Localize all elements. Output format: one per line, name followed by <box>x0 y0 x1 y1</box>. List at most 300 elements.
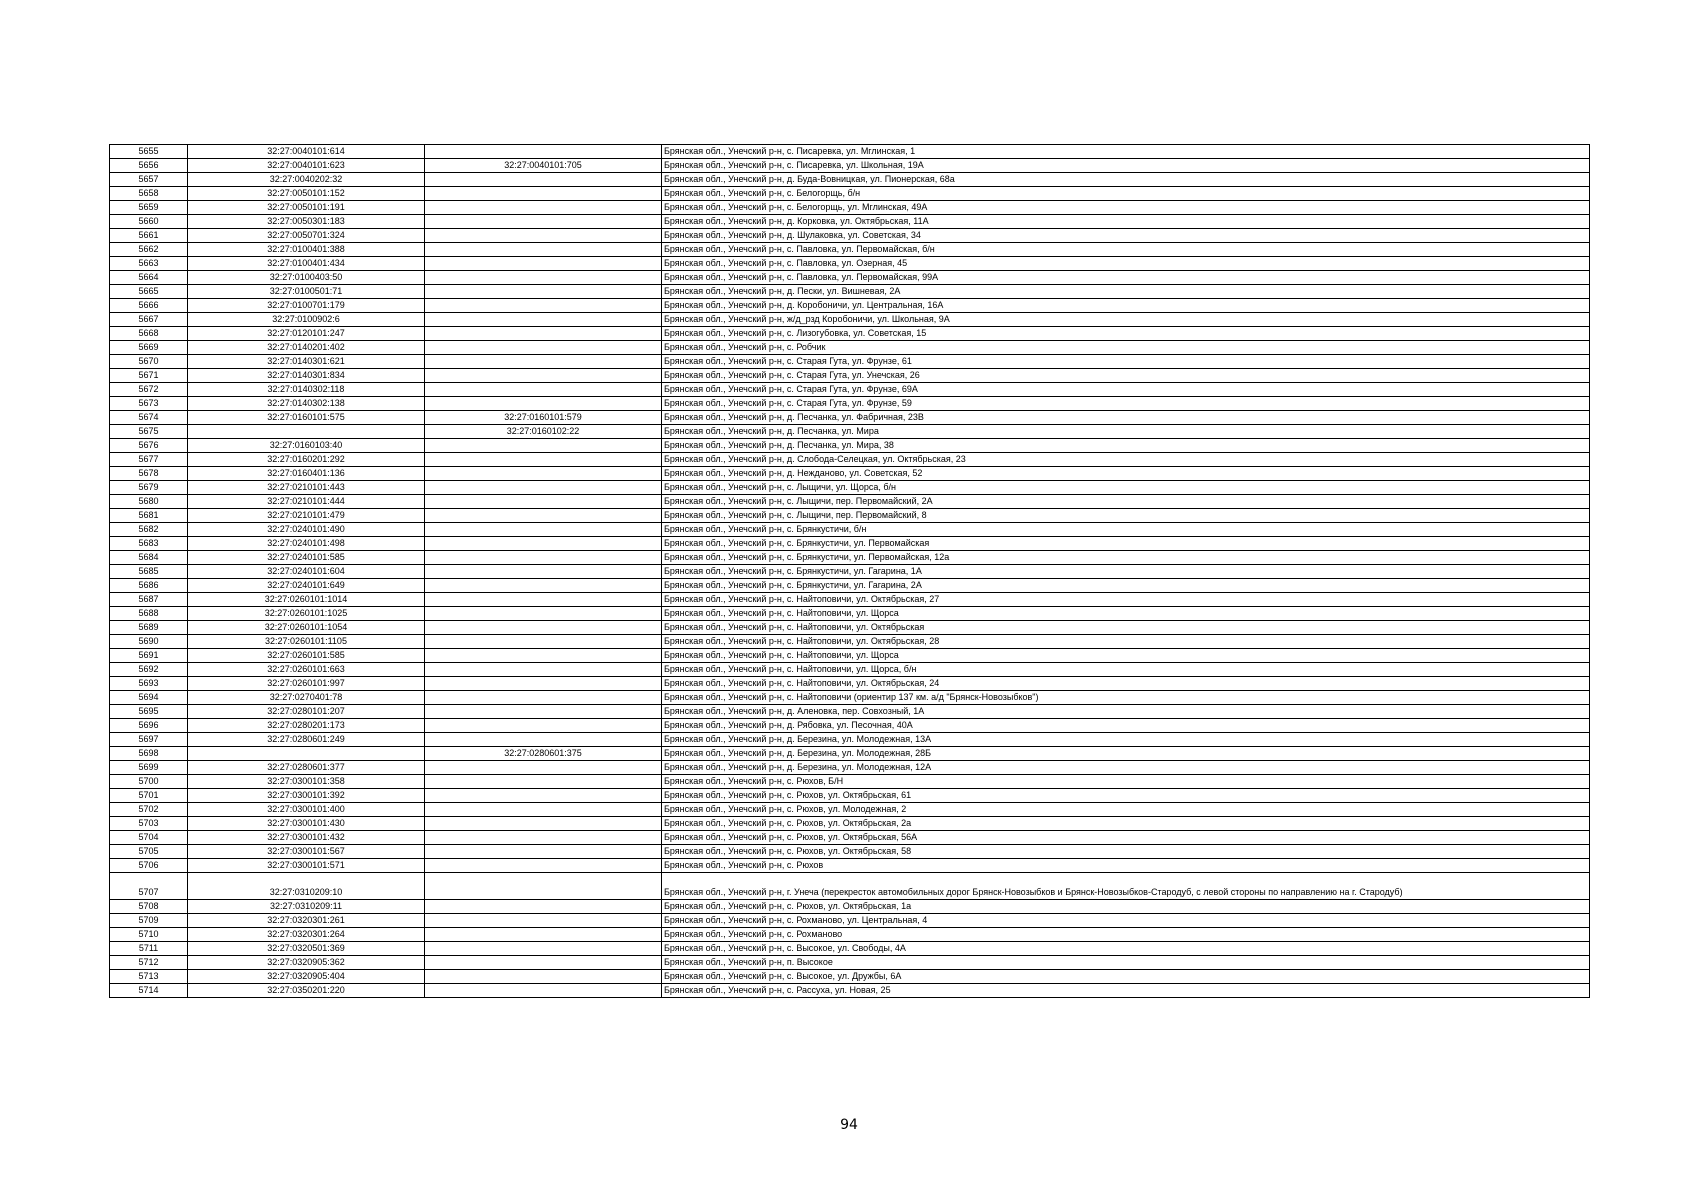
row-number-cell: 5684 <box>110 551 188 565</box>
related-cadastral-number-cell: 32:27:0040101:705 <box>425 159 662 173</box>
address-cell: Брянская обл., Унечский р-н, с. Лыщичи, ул. Щорса, б/н <box>662 481 1590 495</box>
row-number-cell: 5679 <box>110 481 188 495</box>
cadastral-number-cell <box>188 747 425 761</box>
address-cell: Брянская обл., Унечский р-н, с. Рюхов, ул. Октябрьская, 61 <box>662 789 1590 803</box>
related-cadastral-number-cell <box>425 621 662 635</box>
cadastral-number-cell: 32:27:0100902:6 <box>188 313 425 327</box>
table-row <box>110 873 1590 900</box>
related-cadastral-number-cell: 32:27:0160101:579 <box>425 411 662 425</box>
cadastral-number-cell: 32:27:0280601:249 <box>188 733 425 747</box>
address-cell: Брянская обл., Унечский р-н, д. Шулаковка, ул. Советская, 34 <box>662 229 1590 243</box>
related-cadastral-number-cell <box>425 145 662 159</box>
cadastral-number-cell: 32:27:0120101:247 <box>188 327 425 341</box>
table-row <box>110 467 1590 481</box>
cadastral-number-cell: 32:27:0320301:264 <box>188 928 425 942</box>
related-cadastral-number-cell <box>425 831 662 845</box>
address-cell: Брянская обл., Унечский р-н, д. Буда-Вовницкая, ул. Пионерская, 68а <box>662 173 1590 187</box>
cadastral-number-cell: 32:27:0260101:1014 <box>188 593 425 607</box>
table-row <box>110 425 1590 439</box>
related-cadastral-number-cell <box>425 593 662 607</box>
row-number-cell: 5713 <box>110 970 188 984</box>
address-cell: Брянская обл., Унечский р-н, ж/д_рзд Коробоничи, ул. Школьная, 9А <box>662 313 1590 327</box>
table-row <box>110 299 1590 313</box>
table-row <box>110 663 1590 677</box>
table-row <box>110 215 1590 229</box>
related-cadastral-number-cell <box>425 859 662 873</box>
related-cadastral-number-cell: 32:27:0280601:375 <box>425 747 662 761</box>
row-number-cell: 5689 <box>110 621 188 635</box>
table-row <box>110 984 1590 998</box>
address-cell: Брянская обл., Унечский р-н, с. Рохманово, ул. Центральная, 4 <box>662 914 1590 928</box>
row-number-cell: 5682 <box>110 523 188 537</box>
row-number-cell: 5695 <box>110 705 188 719</box>
row-number-cell: 5661 <box>110 229 188 243</box>
cadastral-number-cell: 32:27:0310209:10 <box>188 873 425 900</box>
row-number-cell: 5714 <box>110 984 188 998</box>
cadastral-number-cell: 32:27:0040202:32 <box>188 173 425 187</box>
table-row <box>110 383 1590 397</box>
related-cadastral-number-cell <box>425 663 662 677</box>
address-cell: Брянская обл., Унечский р-н, д. Пески, ул. Вишневая, 2А <box>662 285 1590 299</box>
row-number-cell: 5699 <box>110 761 188 775</box>
related-cadastral-number-cell <box>425 984 662 998</box>
address-cell: Брянская обл., Унечский р-н, с. Старая Гута, ул. Фрунзе, 61 <box>662 355 1590 369</box>
table-row <box>110 705 1590 719</box>
address-cell: Брянская обл., Унечский р-н, д. Песчанка, ул. Фабричная, 23В <box>662 411 1590 425</box>
table-row <box>110 900 1590 914</box>
row-number-cell: 5698 <box>110 747 188 761</box>
related-cadastral-number-cell <box>425 341 662 355</box>
related-cadastral-number-cell <box>425 551 662 565</box>
address-cell: Брянская обл., Унечский р-н, с. Рюхов, ул. Молодежная, 2 <box>662 803 1590 817</box>
address-cell: Брянская обл., Унечский р-н, с. Найтоповичи, ул. Октябрьская, 27 <box>662 593 1590 607</box>
row-number-cell: 5709 <box>110 914 188 928</box>
cadastral-number-cell: 32:27:0240101:498 <box>188 537 425 551</box>
row-number-cell: 5672 <box>110 383 188 397</box>
related-cadastral-number-cell <box>425 481 662 495</box>
address-cell: Брянская обл., Унечский р-н, с. Писаревка, ул. Школьная, 19А <box>662 159 1590 173</box>
related-cadastral-number-cell <box>425 970 662 984</box>
related-cadastral-number-cell: 32:27:0160102:22 <box>425 425 662 439</box>
related-cadastral-number-cell <box>425 691 662 705</box>
row-number-cell: 5708 <box>110 900 188 914</box>
related-cadastral-number-cell <box>425 789 662 803</box>
table-row <box>110 691 1590 705</box>
address-cell: Брянская обл., Унечский р-н, с. Лыщичи, пер. Первомайский, 8 <box>662 509 1590 523</box>
table-row <box>110 859 1590 873</box>
related-cadastral-number-cell <box>425 187 662 201</box>
address-cell: Брянская обл., Унечский р-н, с. Брянкустичи, ул. Гагарина, 1А <box>662 565 1590 579</box>
row-number-cell: 5690 <box>110 635 188 649</box>
address-cell: Брянская обл., Унечский р-н, с. Найтоповичи (ориентир 137 км. а/д "Брянск-Новозыбков") <box>662 691 1590 705</box>
table-row <box>110 313 1590 327</box>
row-number-cell: 5685 <box>110 565 188 579</box>
row-number-cell: 5678 <box>110 467 188 481</box>
address-cell: Брянская обл., Унечский р-н, с. Старая Гута, ул. Унечская, 26 <box>662 369 1590 383</box>
row-number-cell: 5675 <box>110 425 188 439</box>
address-cell: Брянская обл., Унечский р-н, с. Брянкустичи, ул. Первомайская <box>662 537 1590 551</box>
row-number-cell: 5701 <box>110 789 188 803</box>
row-number-cell: 5692 <box>110 663 188 677</box>
related-cadastral-number-cell <box>425 495 662 509</box>
row-number-cell: 5696 <box>110 719 188 733</box>
cadastral-number-cell: 32:27:0140302:138 <box>188 397 425 411</box>
row-number-cell: 5688 <box>110 607 188 621</box>
cadastral-number-cell: 32:27:0300101:430 <box>188 817 425 831</box>
table-row <box>110 439 1590 453</box>
table-row <box>110 285 1590 299</box>
address-cell: Брянская обл., Унечский р-н, с. Лыщичи, пер. Первомайский, 2А <box>662 495 1590 509</box>
cadastral-number-cell <box>188 425 425 439</box>
cadastral-number-cell: 32:27:0260101:1054 <box>188 621 425 635</box>
address-cell: Брянская обл., Унечский р-н, с. Рассуха, ул. Новая, 25 <box>662 984 1590 998</box>
row-number-cell: 5659 <box>110 201 188 215</box>
address-cell: Брянская обл., Унечский р-н, с. Рохманово <box>662 928 1590 942</box>
row-number-cell: 5674 <box>110 411 188 425</box>
related-cadastral-number-cell <box>425 537 662 551</box>
row-number-cell: 5697 <box>110 733 188 747</box>
related-cadastral-number-cell <box>425 243 662 257</box>
table-row <box>110 970 1590 984</box>
cadastral-number-cell: 32:27:0260101:1105 <box>188 635 425 649</box>
address-cell: Брянская обл., Унечский р-н, с. Брянкустичи, б/н <box>662 523 1590 537</box>
cadastral-number-cell: 32:27:0260101:997 <box>188 677 425 691</box>
row-number-cell: 5655 <box>110 145 188 159</box>
address-cell: Брянская обл., Унечский р-н, с. Найтоповичи, ул. Щорса, б/н <box>662 663 1590 677</box>
cadastral-number-cell: 32:27:0100401:434 <box>188 257 425 271</box>
cadastral-number-cell: 32:27:0050101:191 <box>188 201 425 215</box>
table-row <box>110 747 1590 761</box>
related-cadastral-number-cell <box>425 775 662 789</box>
address-cell: Брянская обл., Унечский р-н, с. Лизогубовка, ул. Советская, 15 <box>662 327 1590 341</box>
table-row <box>110 173 1590 187</box>
row-number-cell: 5658 <box>110 187 188 201</box>
related-cadastral-number-cell <box>425 439 662 453</box>
table-row <box>110 579 1590 593</box>
table-row <box>110 845 1590 859</box>
table-row <box>110 635 1590 649</box>
table-row <box>110 733 1590 747</box>
related-cadastral-number-cell <box>425 453 662 467</box>
row-number-cell: 5657 <box>110 173 188 187</box>
address-cell: Брянская обл., Унечский р-н, с. Найтоповичи, ул. Октябрьская, 28 <box>662 635 1590 649</box>
table-row <box>110 928 1590 942</box>
related-cadastral-number-cell <box>425 565 662 579</box>
table-row <box>110 775 1590 789</box>
row-number-cell: 5687 <box>110 593 188 607</box>
cadastral-number-cell: 32:27:0260101:585 <box>188 649 425 663</box>
cadastral-number-cell: 32:27:0050301:183 <box>188 215 425 229</box>
cadastral-number-cell: 32:27:0240101:649 <box>188 579 425 593</box>
cadastral-number-cell: 32:27:0240101:490 <box>188 523 425 537</box>
address-cell: Брянская обл., Унечский р-н, д. Нежданово, ул. Советская, 52 <box>662 467 1590 481</box>
related-cadastral-number-cell <box>425 201 662 215</box>
table-row <box>110 411 1590 425</box>
row-number-cell: 5660 <box>110 215 188 229</box>
cadastral-number-cell: 32:27:0210101:444 <box>188 495 425 509</box>
address-cell: Брянская обл., Унечский р-н, с. Рюхов, ул. Октябрьская, 1а <box>662 900 1590 914</box>
table-row <box>110 761 1590 775</box>
table-row <box>110 355 1590 369</box>
related-cadastral-number-cell <box>425 467 662 481</box>
address-cell: Брянская обл., Унечский р-н, с. Рюхов, ул. Октябрьская, 58 <box>662 845 1590 859</box>
address-cell: Брянская обл., Унечский р-н, д. Коробоничи, ул. Центральная, 16А <box>662 299 1590 313</box>
table-row <box>110 607 1590 621</box>
page-number: 94 <box>840 1117 858 1133</box>
cadastral-number-cell: 32:27:0300101:358 <box>188 775 425 789</box>
cadastral-number-cell: 32:27:0050701:324 <box>188 229 425 243</box>
row-number-cell: 5671 <box>110 369 188 383</box>
related-cadastral-number-cell <box>425 719 662 733</box>
table-row <box>110 621 1590 635</box>
related-cadastral-number-cell <box>425 733 662 747</box>
table-row <box>110 159 1590 173</box>
related-cadastral-number-cell <box>425 677 662 691</box>
address-cell: Брянская обл., Унечский р-н, д. Аленовка, пер. Совхозный, 1А <box>662 705 1590 719</box>
table-row <box>110 481 1590 495</box>
row-number-cell: 5666 <box>110 299 188 313</box>
address-cell: Брянская обл., Унечский р-н, г. Унеча (перекресток автомобильных дорог Брянск-Новозыбков и Брянск-Новозыбков-Стародуб, с левой стороны по направлению на г. Стародуб) <box>662 873 1590 900</box>
table-row <box>110 243 1590 257</box>
cadastral-number-cell: 32:27:0280601:377 <box>188 761 425 775</box>
cadastral-number-cell: 32:27:0300101:567 <box>188 845 425 859</box>
cadastral-number-cell: 32:27:0260101:663 <box>188 663 425 677</box>
related-cadastral-number-cell <box>425 173 662 187</box>
table-row <box>110 495 1590 509</box>
cadastral-number-cell: 32:27:0320501:369 <box>188 942 425 956</box>
table-row <box>110 649 1590 663</box>
address-cell: Брянская обл., Унечский р-н, д. Корковка, ул. Октябрьская, 11А <box>662 215 1590 229</box>
related-cadastral-number-cell <box>425 355 662 369</box>
cadastral-number-cell: 32:27:0040101:614 <box>188 145 425 159</box>
address-cell: Брянская обл., Унечский р-н, д. Песчанка, ул. Мира, 38 <box>662 439 1590 453</box>
row-number-cell: 5704 <box>110 831 188 845</box>
cadastral-number-cell: 32:27:0160103:40 <box>188 439 425 453</box>
address-cell: Брянская обл., Унечский р-н, с. Рюхов, ул. Октябрьская, 2а <box>662 817 1590 831</box>
table-row <box>110 453 1590 467</box>
table-row <box>110 803 1590 817</box>
row-number-cell: 5686 <box>110 579 188 593</box>
address-cell: Брянская обл., Унечский р-н, с. Рюхов, Б/Н <box>662 775 1590 789</box>
address-cell: Брянская обл., Унечский р-н, с. Высокое, ул. Свободы, 4А <box>662 942 1590 956</box>
cadastral-number-cell: 32:27:0100403:50 <box>188 271 425 285</box>
address-cell: Брянская обл., Унечский р-н, с. Писаревка, ул. Мглинская, 1 <box>662 145 1590 159</box>
address-cell: Брянская обл., Унечский р-н, с. Белогорщь, ул. Мглинская, 49А <box>662 201 1590 215</box>
table-row <box>110 956 1590 970</box>
row-number-cell: 5694 <box>110 691 188 705</box>
cadastral-number-cell: 32:27:0280101:207 <box>188 705 425 719</box>
cadastral-number-cell: 32:27:0300101:571 <box>188 859 425 873</box>
cadastral-number-cell: 32:27:0300101:432 <box>188 831 425 845</box>
row-number-cell: 5677 <box>110 453 188 467</box>
cadastral-number-cell: 32:27:0140302:118 <box>188 383 425 397</box>
cadastral-number-cell: 32:27:0210101:443 <box>188 481 425 495</box>
cadastral-number-cell: 32:27:0040101:623 <box>188 159 425 173</box>
row-number-cell: 5669 <box>110 341 188 355</box>
cadastral-number-cell: 32:27:0270401:78 <box>188 691 425 705</box>
row-number-cell: 5667 <box>110 313 188 327</box>
address-cell: Брянская обл., Унечский р-н, д. Песчанка, ул. Мира <box>662 425 1590 439</box>
related-cadastral-number-cell <box>425 285 662 299</box>
related-cadastral-number-cell <box>425 607 662 621</box>
table-row <box>110 257 1590 271</box>
row-number-cell: 5691 <box>110 649 188 663</box>
row-number-cell: 5664 <box>110 271 188 285</box>
table-row <box>110 537 1590 551</box>
row-number-cell: 5665 <box>110 285 188 299</box>
cadastral-number-cell: 32:27:0240101:604 <box>188 565 425 579</box>
cadastral-number-cell: 32:27:0280201:173 <box>188 719 425 733</box>
address-cell: Брянская обл., Унечский р-н, п. Высокое <box>662 956 1590 970</box>
row-number-cell: 5706 <box>110 859 188 873</box>
cadastral-number-cell: 32:27:0240101:585 <box>188 551 425 565</box>
address-cell: Брянская обл., Унечский р-н, с. Найтоповичи, ул. Октябрьская, 24 <box>662 677 1590 691</box>
related-cadastral-number-cell <box>425 383 662 397</box>
related-cadastral-number-cell <box>425 900 662 914</box>
row-number-cell: 5703 <box>110 817 188 831</box>
address-cell: Брянская обл., Унечский р-н, с. Рюхов <box>662 859 1590 873</box>
cadastral-number-cell: 32:27:0310209:11 <box>188 900 425 914</box>
row-number-cell: 5705 <box>110 845 188 859</box>
row-number-cell: 5663 <box>110 257 188 271</box>
address-cell: Брянская обл., Унечский р-н, с. Рюхов, ул. Октябрьская, 56А <box>662 831 1590 845</box>
table-row <box>110 719 1590 733</box>
row-number-cell: 5681 <box>110 509 188 523</box>
cadastral-number-cell: 32:27:0140201:402 <box>188 341 425 355</box>
cadastral-number-cell: 32:27:0210101:479 <box>188 509 425 523</box>
cadastral-number-cell: 32:27:0320301:261 <box>188 914 425 928</box>
address-cell: Брянская обл., Унечский р-н, с. Павловка, ул. Первомайская, б/н <box>662 243 1590 257</box>
data-table <box>109 144 1590 998</box>
related-cadastral-number-cell <box>425 271 662 285</box>
cadastral-number-cell: 32:27:0320905:404 <box>188 970 425 984</box>
table-row <box>110 271 1590 285</box>
related-cadastral-number-cell <box>425 928 662 942</box>
row-number-cell: 5668 <box>110 327 188 341</box>
related-cadastral-number-cell <box>425 914 662 928</box>
table-row <box>110 327 1590 341</box>
table-row <box>110 397 1590 411</box>
table-row <box>110 551 1590 565</box>
cadastral-number-cell: 32:27:0350201:220 <box>188 984 425 998</box>
related-cadastral-number-cell <box>425 873 662 900</box>
address-cell: Брянская обл., Унечский р-н, д. Березина, ул. Молодежная, 28Б <box>662 747 1590 761</box>
cadastral-number-cell: 32:27:0140301:621 <box>188 355 425 369</box>
table-row <box>110 593 1590 607</box>
cadastral-number-cell: 32:27:0300101:400 <box>188 803 425 817</box>
table-row <box>110 187 1590 201</box>
address-cell: Брянская обл., Унечский р-н, с. Найтоповичи, ул. Щорса <box>662 607 1590 621</box>
cadastral-number-cell: 32:27:0100401:388 <box>188 243 425 257</box>
related-cadastral-number-cell <box>425 215 662 229</box>
address-cell: Брянская обл., Унечский р-н, с. Павловка, ул. Первомайская, 99А <box>662 271 1590 285</box>
related-cadastral-number-cell <box>425 956 662 970</box>
cadastral-number-cell: 32:27:0160101:575 <box>188 411 425 425</box>
cadastral-number-cell: 32:27:0320905:362 <box>188 956 425 970</box>
related-cadastral-number-cell <box>425 327 662 341</box>
address-cell: Брянская обл., Унечский р-н, д. Рябовка, ул. Песочная, 40А <box>662 719 1590 733</box>
cadastral-number-cell: 32:27:0260101:1025 <box>188 607 425 621</box>
related-cadastral-number-cell <box>425 509 662 523</box>
cadastral-number-cell: 32:27:0160201:292 <box>188 453 425 467</box>
table-body <box>110 145 1590 998</box>
related-cadastral-number-cell <box>425 397 662 411</box>
address-cell: Брянская обл., Унечский р-н, с. Высокое, ул. Дружбы, 6А <box>662 970 1590 984</box>
related-cadastral-number-cell <box>425 649 662 663</box>
table-row <box>110 369 1590 383</box>
related-cadastral-number-cell <box>425 313 662 327</box>
table-row <box>110 341 1590 355</box>
row-number-cell: 5693 <box>110 677 188 691</box>
address-cell: Брянская обл., Унечский р-н, с. Белогорщь, б/н <box>662 187 1590 201</box>
related-cadastral-number-cell <box>425 369 662 383</box>
address-cell: Брянская обл., Унечский р-н, д. Слобода-Селецкая, ул. Октябрьская, 23 <box>662 453 1590 467</box>
related-cadastral-number-cell <box>425 705 662 719</box>
row-number-cell: 5670 <box>110 355 188 369</box>
related-cadastral-number-cell <box>425 635 662 649</box>
related-cadastral-number-cell <box>425 942 662 956</box>
cadastral-number-cell: 32:27:0050101:152 <box>188 187 425 201</box>
related-cadastral-number-cell <box>425 845 662 859</box>
table-row <box>110 789 1590 803</box>
row-number-cell: 5676 <box>110 439 188 453</box>
address-cell: Брянская обл., Унечский р-н, с. Старая Гута, ул. Фрунзе, 59 <box>662 397 1590 411</box>
table-row <box>110 942 1590 956</box>
table-row <box>110 831 1590 845</box>
related-cadastral-number-cell <box>425 817 662 831</box>
table-row <box>110 523 1590 537</box>
cadastral-number-cell: 32:27:0140301:834 <box>188 369 425 383</box>
row-number-cell: 5707 <box>110 873 188 900</box>
table-row <box>110 914 1590 928</box>
row-number-cell: 5700 <box>110 775 188 789</box>
related-cadastral-number-cell <box>425 229 662 243</box>
table-row <box>110 145 1590 159</box>
related-cadastral-number-cell <box>425 803 662 817</box>
related-cadastral-number-cell <box>425 523 662 537</box>
table-row <box>110 509 1590 523</box>
related-cadastral-number-cell <box>425 761 662 775</box>
row-number-cell: 5656 <box>110 159 188 173</box>
table-row <box>110 817 1590 831</box>
row-number-cell: 5683 <box>110 537 188 551</box>
table-row <box>110 565 1590 579</box>
table-row <box>110 677 1590 691</box>
row-number-cell: 5680 <box>110 495 188 509</box>
address-cell: Брянская обл., Унечский р-н, с. Павловка, ул. Озерная, 45 <box>662 257 1590 271</box>
related-cadastral-number-cell <box>425 299 662 313</box>
row-number-cell: 5710 <box>110 928 188 942</box>
row-number-cell: 5702 <box>110 803 188 817</box>
address-cell: Брянская обл., Унечский р-н, с. Брянкустичи, ул. Первомайская, 12а <box>662 551 1590 565</box>
address-cell: Брянская обл., Унечский р-н, с. Старая Гута, ул. Фрунзе, 69А <box>662 383 1590 397</box>
address-cell: Брянская обл., Унечский р-н, с. Найтоповичи, ул. Октябрьская <box>662 621 1590 635</box>
cadastral-number-cell: 32:27:0160401:136 <box>188 467 425 481</box>
row-number-cell: 5712 <box>110 956 188 970</box>
address-cell: Брянская обл., Унечский р-н, с. Найтоповичи, ул. Щорса <box>662 649 1590 663</box>
row-number-cell: 5711 <box>110 942 188 956</box>
table-row <box>110 229 1590 243</box>
address-cell: Брянская обл., Унечский р-н, д. Березина, ул. Молодежная, 12А <box>662 761 1590 775</box>
row-number-cell: 5662 <box>110 243 188 257</box>
address-cell: Брянская обл., Унечский р-н, с. Робчик <box>662 341 1590 355</box>
address-cell: Брянская обл., Унечский р-н, д. Березина, ул. Молодежная, 13А <box>662 733 1590 747</box>
related-cadastral-number-cell <box>425 579 662 593</box>
table-row <box>110 201 1590 215</box>
row-number-cell: 5673 <box>110 397 188 411</box>
related-cadastral-number-cell <box>425 257 662 271</box>
address-cell: Брянская обл., Унечский р-н, с. Брянкустичи, ул. Гагарина, 2А <box>662 579 1590 593</box>
